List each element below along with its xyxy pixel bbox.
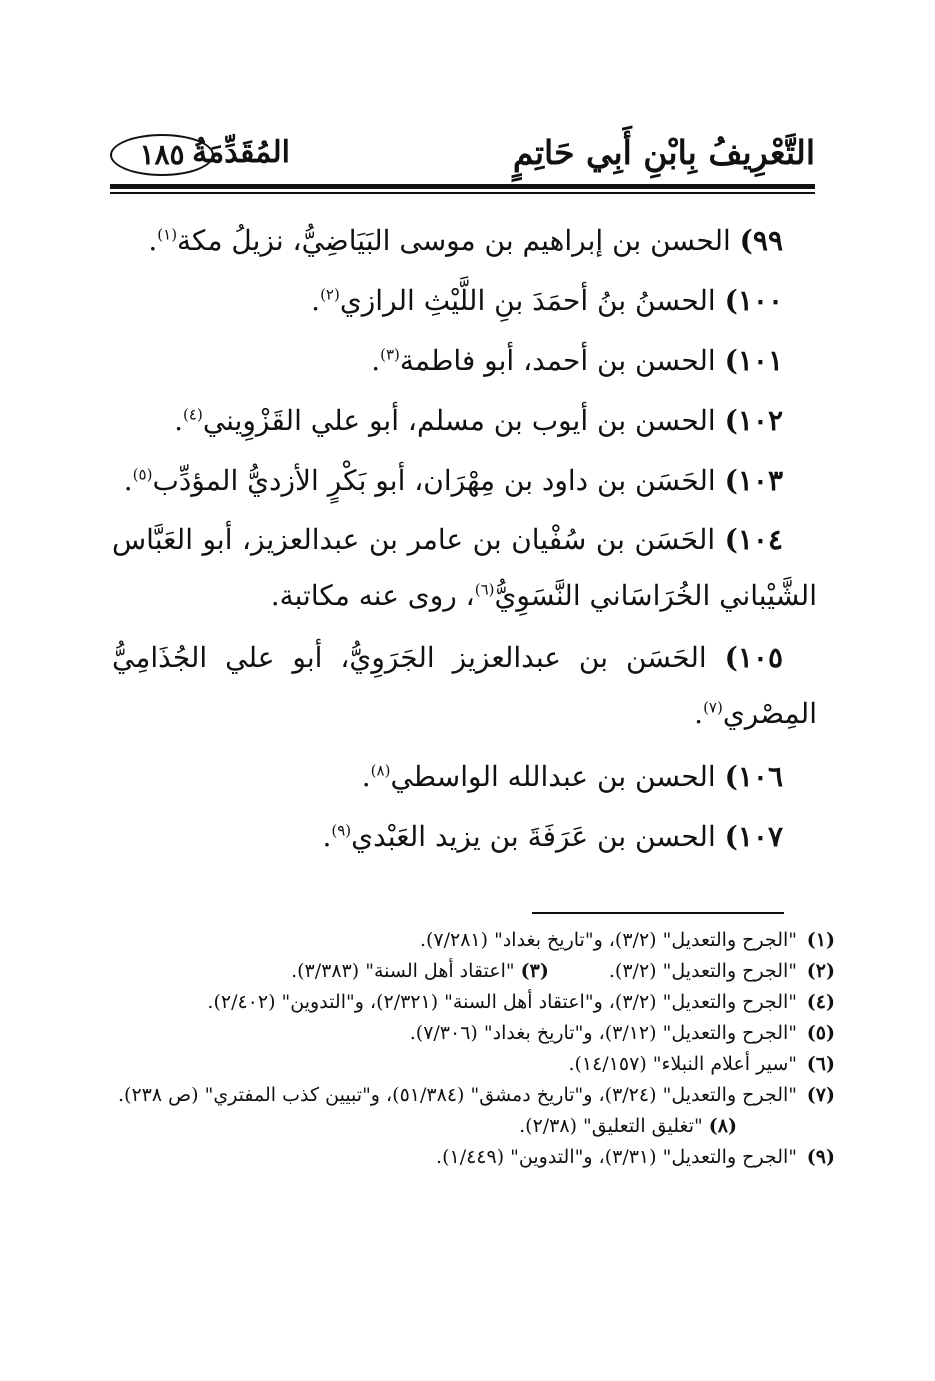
footnote (118, 1080, 835, 1142)
entry-text: الحَسَن بن عبدالعزيز الجَرَوِيُّ، أبو علي الجُذَامِيُّ المِصْري (112, 641, 817, 730)
entry-text: الحَسَن بن سُفْيان بن عامر بن عبدالعزيز، أبو العَبَّاس الشَّيْباني الخُرَاسَاني النَّسَوِيُّ (112, 523, 817, 612)
entry (112, 212, 817, 270)
entry (112, 332, 817, 390)
entry-end: . (694, 697, 704, 730)
entry-number: ١٠١) (724, 344, 783, 377)
footnote-ref: (٩) (331, 821, 352, 840)
entry-text: الحسن بن أيوب بن مسلم، أبو علي القَزْوِيني (202, 404, 716, 437)
footnote-text: "الجرح والتعديل" (٣/٣١)، و"التدوين" (١/٤٤٩). (436, 1146, 797, 1168)
entry-text: الحسنُ بنُ أحمَدَ بنِ اللَّيْثِ الرازي (339, 284, 716, 317)
entry (112, 272, 817, 330)
footnote-ref: (٣) (380, 345, 400, 364)
footnote (118, 956, 835, 987)
footnote-ref: (٢) (320, 285, 340, 304)
footnote-text (118, 956, 797, 987)
entry-end: . (123, 464, 133, 497)
entry (112, 630, 817, 742)
entry-number: ١٠٧) (724, 820, 783, 853)
entry-number: ١٠٢) (724, 404, 783, 437)
entry-end: . (322, 820, 332, 853)
entry-end: . (371, 344, 381, 377)
entry-text: الحسن بن عبدالله الواسطي (390, 760, 716, 793)
page-number: ١٨٥ (110, 134, 214, 176)
entry-number: ٩٩) (739, 224, 783, 257)
footnote-ref: (٨) (370, 761, 391, 780)
entry-end: . (311, 284, 321, 317)
footnote-ref: (٥) (132, 465, 153, 484)
footnote-number: (٥) (806, 1022, 835, 1044)
entry-number: ١٠٣) (724, 464, 783, 497)
footnote-text: "الجرح والتعديل" (٣/٢)، و"تاريخ بغداد" (٧/٢٨١). (419, 929, 797, 951)
entry-number: ١٠٦) (724, 760, 783, 793)
entry (112, 512, 817, 624)
entry-text: الحسن بن عَرَفَةَ بن يزيد العَبْدي (351, 820, 716, 853)
entry-number: ١٠٤) (724, 523, 783, 556)
entry-text: الحسن بن إبراهيم بن موسى البَيَاضِيُّ، نزيلُ مكة (177, 224, 731, 257)
entry-end: . (148, 224, 158, 257)
footnote (118, 925, 835, 956)
footnote-text (118, 1080, 797, 1142)
footnote-number: (٦) (806, 1053, 835, 1075)
entry (112, 392, 817, 450)
footnote-number: (٧) (806, 1084, 835, 1106)
header-rule (110, 184, 815, 189)
entry-number: ١٠٠) (724, 284, 783, 317)
entry (112, 748, 817, 806)
footnote-text-part: "الجرح والتعديل" (٣/٢). (608, 960, 797, 982)
entry-text: الحَسَن بن داود بن مِهْرَان، أبو بَكْرٍ الأزديُّ المؤدِّب (152, 464, 716, 497)
footnote-text-part: "تغليق التعليق" (٢/٣٨). (519, 1115, 703, 1137)
entry (112, 452, 817, 510)
footnote-text: "الجرح والتعديل" (٣/١٢)، و"تاريخ بغداد" (٧/٣٠٦). (409, 1022, 797, 1044)
footnote-number: (٩) (806, 1146, 835, 1168)
entry-end: . (361, 760, 371, 793)
footnote-text-part: "الجرح والتعديل" (٣/٢٤)، و"تاريخ دمشق" (٥١/٣٨٤)، و"تبيين كذب المفتري" (ص ٢٣٨). (118, 1084, 798, 1106)
entries-list (112, 212, 817, 868)
entry (112, 808, 817, 866)
footnote-number: (٢) (806, 960, 835, 982)
page-header (110, 128, 815, 184)
entry-end: . (174, 404, 184, 437)
section-title: المُقَدِّمَةُ (192, 135, 290, 170)
footnote-number: (١) (806, 929, 835, 951)
book-title: التَّعْرِيفُ بِابْنِ أَبِي حَاتِمٍ (512, 133, 815, 172)
footnote (118, 987, 835, 1018)
footnote-ref: (١) (157, 225, 178, 244)
footnotes (118, 925, 835, 1173)
footnote-text-part: "اعتقاد أهل السنة" (٣/٣٨٣). (291, 960, 515, 982)
footnote (118, 1018, 835, 1049)
entry-end: ، روى عنه مكاتبة. (270, 579, 475, 612)
footnote-ref: (٦) (474, 580, 495, 599)
entry-text: الحسن بن أحمد، أبو فاطمة (399, 344, 716, 377)
footnote (118, 1142, 835, 1173)
entry-number: ١٠٥) (724, 641, 783, 674)
footnote-number: (٣) (520, 960, 549, 982)
footnote-separator (532, 912, 784, 914)
footnote-number: (٨) (708, 1115, 737, 1137)
footnote-text: "الجرح والتعديل" (٣/٢)، و"اعتقاد أهل السنة" (٢/٣٢١)، و"التدوين" (٢/٤٠٢). (207, 991, 797, 1013)
header-rule-thin (110, 192, 815, 194)
footnote (118, 1049, 835, 1080)
footnote-ref: (٧) (703, 698, 723, 717)
footnote-ref: (٤) (183, 405, 203, 424)
footnote-number: (٤) (806, 991, 835, 1013)
footnote-text: "سير أعلام النبلاء" (١٤/١٥٧). (568, 1053, 797, 1075)
